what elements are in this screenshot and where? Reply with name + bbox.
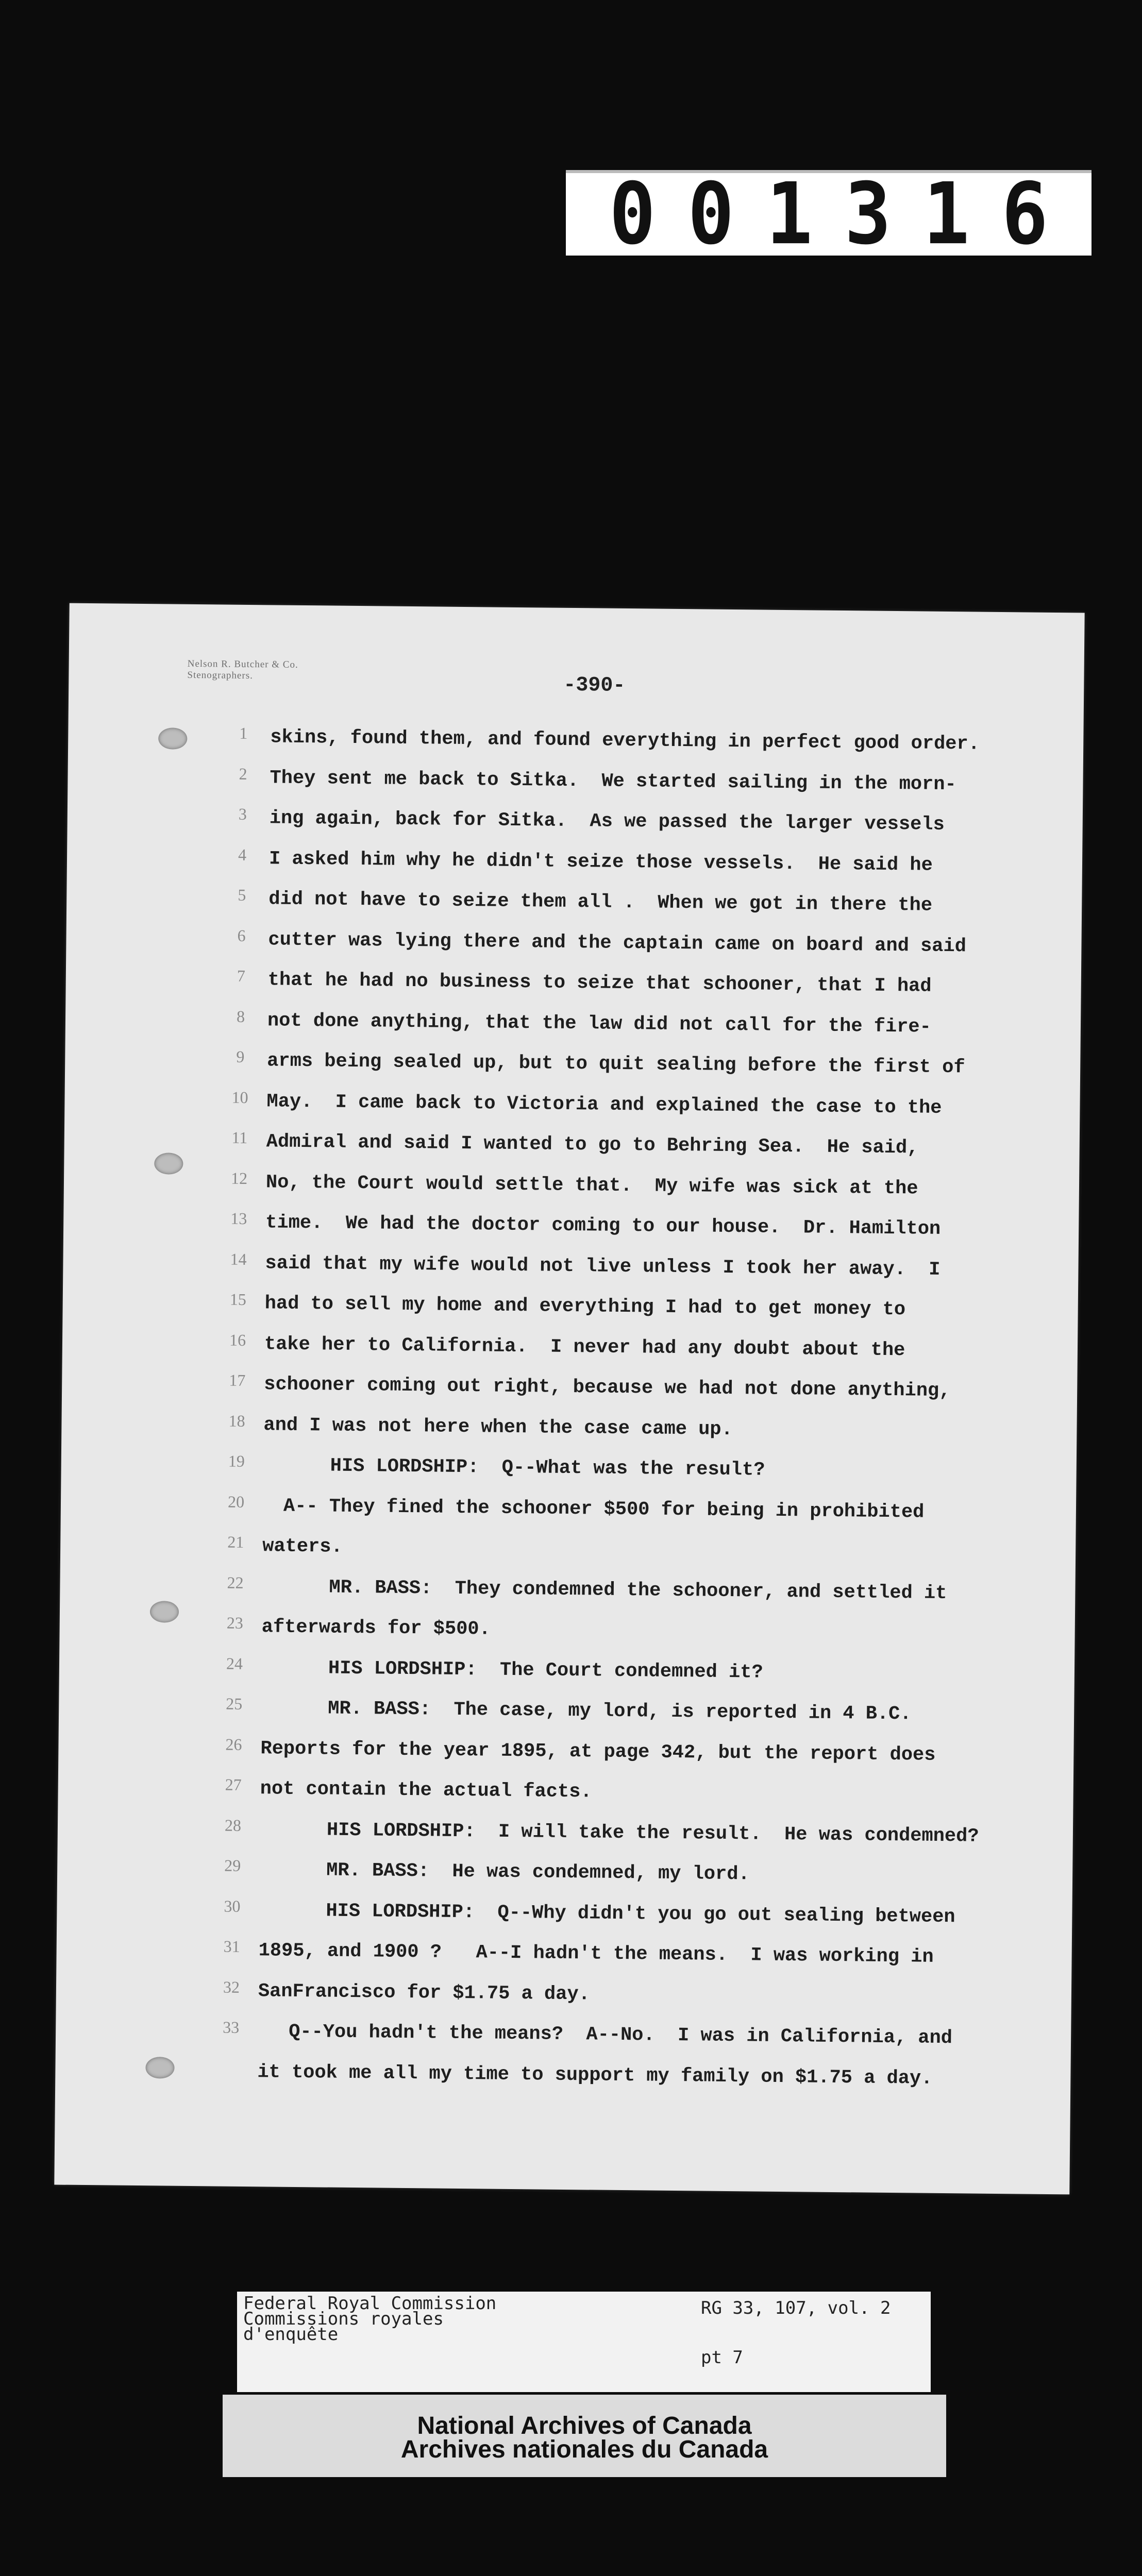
line-number: 33 (223, 2018, 240, 2037)
commission-name-fr: Commissions royales (243, 2309, 444, 2329)
transcript-line: Admiral and said I wanted to go to Behring Sea. He said, (266, 1131, 919, 1159)
line-number: 5 (238, 885, 246, 904)
line-number: 20 (227, 1492, 245, 1511)
line-number: 7 (237, 966, 246, 985)
transcript-line: MR. BASS: The case, my lord, is reported in 4 B.C. (328, 1698, 912, 1725)
archives-banner (223, 2395, 946, 2477)
archives-name-fr: Archives nationales du Canada (400, 2436, 768, 2463)
line-number: 28 (224, 1816, 242, 1835)
transcript-line: HIS LORDSHIP: Q--Why didn't you go out sealing between (326, 1900, 955, 1928)
transcript-line: MR. BASS: He was condemned, my lord. (326, 1859, 750, 1886)
line-number: 8 (236, 1007, 245, 1026)
header-line-1: Nelson R. Butcher & Co. (187, 658, 298, 670)
line-number: 12 (230, 1168, 248, 1188)
transcript-line: A-- They fined the schooner $500 for being in prohibited (283, 1495, 925, 1523)
line-number: 9 (236, 1047, 245, 1066)
line-number: 32 (223, 1977, 240, 1996)
line-number: 31 (223, 1937, 240, 1956)
transcript-line: Reports for the year 1895, at page 342, but the report does (260, 1737, 936, 1766)
line-number: 14 (230, 1249, 247, 1268)
transcript-line: arms being sealed up, but to quit sealing before the first of (267, 1050, 965, 1079)
transcript-line: May. I came back to Victoria and explained the case to the (266, 1090, 942, 1119)
frame-number-plate (566, 165, 1091, 264)
archive-reference-label (237, 2292, 931, 2392)
line-number: 4 (238, 845, 247, 864)
line-number: 26 (225, 1735, 242, 1754)
transcript-line: that he had no business to seize that schooner, that I had (267, 969, 932, 997)
record-group-reference: RG 33, 107, vol. 2 (701, 2298, 891, 2318)
transcript-line: I asked him why he didn't seize those vessels. He said he (268, 848, 933, 876)
line-number: 22 (227, 1573, 244, 1592)
line-number: 18 (228, 1411, 245, 1430)
line-number-column (215, 713, 259, 2048)
transcript-line: 1895, and 1900 ? A--I hadn't the means. I was working in (258, 1940, 934, 1968)
punch-hole (158, 727, 187, 750)
transcript-line: HIS LORDSHIP: Q--What was the result? (330, 1455, 765, 1481)
transcript-line: skins, found them, and found everything in perfect good order. (270, 726, 980, 755)
line-number: 1 (239, 723, 248, 742)
transcript-line: had to sell my home and everything I had to get money to (264, 1293, 906, 1321)
transcript-line: and I was not here when the case came up. (263, 1414, 733, 1440)
commission-name (243, 2293, 497, 2345)
transcript-line: time. We had the doctor coming to our house. Dr. Hamilton (265, 1212, 941, 1240)
line-number: 25 (226, 1694, 243, 1713)
punch-hole (154, 1153, 183, 1175)
transcript-line: take her to California. I never had any doubt about the (264, 1333, 905, 1361)
transcript-line: MR. BASS: They condemned the schooner, and settled it (329, 1577, 947, 1604)
line-number: 24 (226, 1654, 243, 1673)
transcript-line: HIS LORDSHIP: I will take the result. He was condemned? (326, 1819, 979, 1848)
transcript-line: schooner coming out right, because we had not done anything, (264, 1374, 951, 1402)
commission-name-en: Federal Royal Commission (243, 2293, 497, 2314)
line-number: 10 (231, 1088, 248, 1107)
line-number: 3 (238, 804, 247, 823)
part-reference: pt 7 (701, 2347, 743, 2368)
line-number: 30 (224, 1896, 241, 1916)
transcript-line: HIS LORDSHIP: The Court condemned it? (328, 1657, 763, 1684)
line-number: 23 (226, 1613, 243, 1632)
transcript-line: not done anything, that the law did not call for the fire- (267, 1009, 931, 1038)
archives-name-en: National Archives of Canada (417, 2412, 752, 2439)
transcript-line: Q--You hadn't the means? A--No. I was in California, and (288, 2021, 953, 2049)
page-number: -390- (563, 673, 626, 698)
line-number: 17 (229, 1370, 246, 1389)
line-number: 21 (227, 1532, 244, 1551)
line-number: 27 (225, 1775, 242, 1794)
line-number: 29 (224, 1856, 241, 1875)
line-number: 11 (231, 1128, 248, 1147)
transcript-line: They sent me back to Sitka. We started sailing in the morn- (270, 767, 956, 795)
transcript-line: said that my wife would not live unless I took her away. I (265, 1252, 941, 1281)
line-number: 6 (237, 926, 246, 945)
transcript-line: cutter was lying there and the captain came on board and said (268, 928, 967, 957)
line-number: 16 (229, 1330, 246, 1349)
commission-name-fr-2: d'enquête (243, 2324, 339, 2345)
transcript-line: did not have to seize them all . When we got in there the (268, 888, 933, 917)
transcript-line: it took me all my time to support my family on $1.75 a day. (257, 2061, 933, 2090)
transcript-line: No, the Court would settle that. My wife was sick at the (265, 1171, 918, 1199)
line-number: 2 (239, 764, 247, 783)
transcript-line: afterwards for $500. (261, 1616, 491, 1640)
transcript-body (257, 717, 1054, 2099)
punch-hole (145, 2057, 174, 2079)
punch-hole (150, 1601, 179, 1623)
header-line-2: Stenographers. (187, 669, 253, 682)
line-number: 15 (229, 1290, 246, 1309)
line-number: 19 (228, 1451, 245, 1470)
stenographer-header (187, 658, 298, 682)
transcript-line: not contain the actual facts. (260, 1778, 592, 1803)
frame-number: 001316 (609, 165, 1080, 264)
line-number: 13 (230, 1209, 247, 1228)
transcript-line: waters. (262, 1535, 343, 1558)
document-page (54, 603, 1084, 2195)
transcript-line: SanFrancisco for $1.75 a day. (258, 1980, 591, 2005)
transcript-line: ing again, back for Sitka. As we passed the larger vessels (269, 807, 945, 836)
